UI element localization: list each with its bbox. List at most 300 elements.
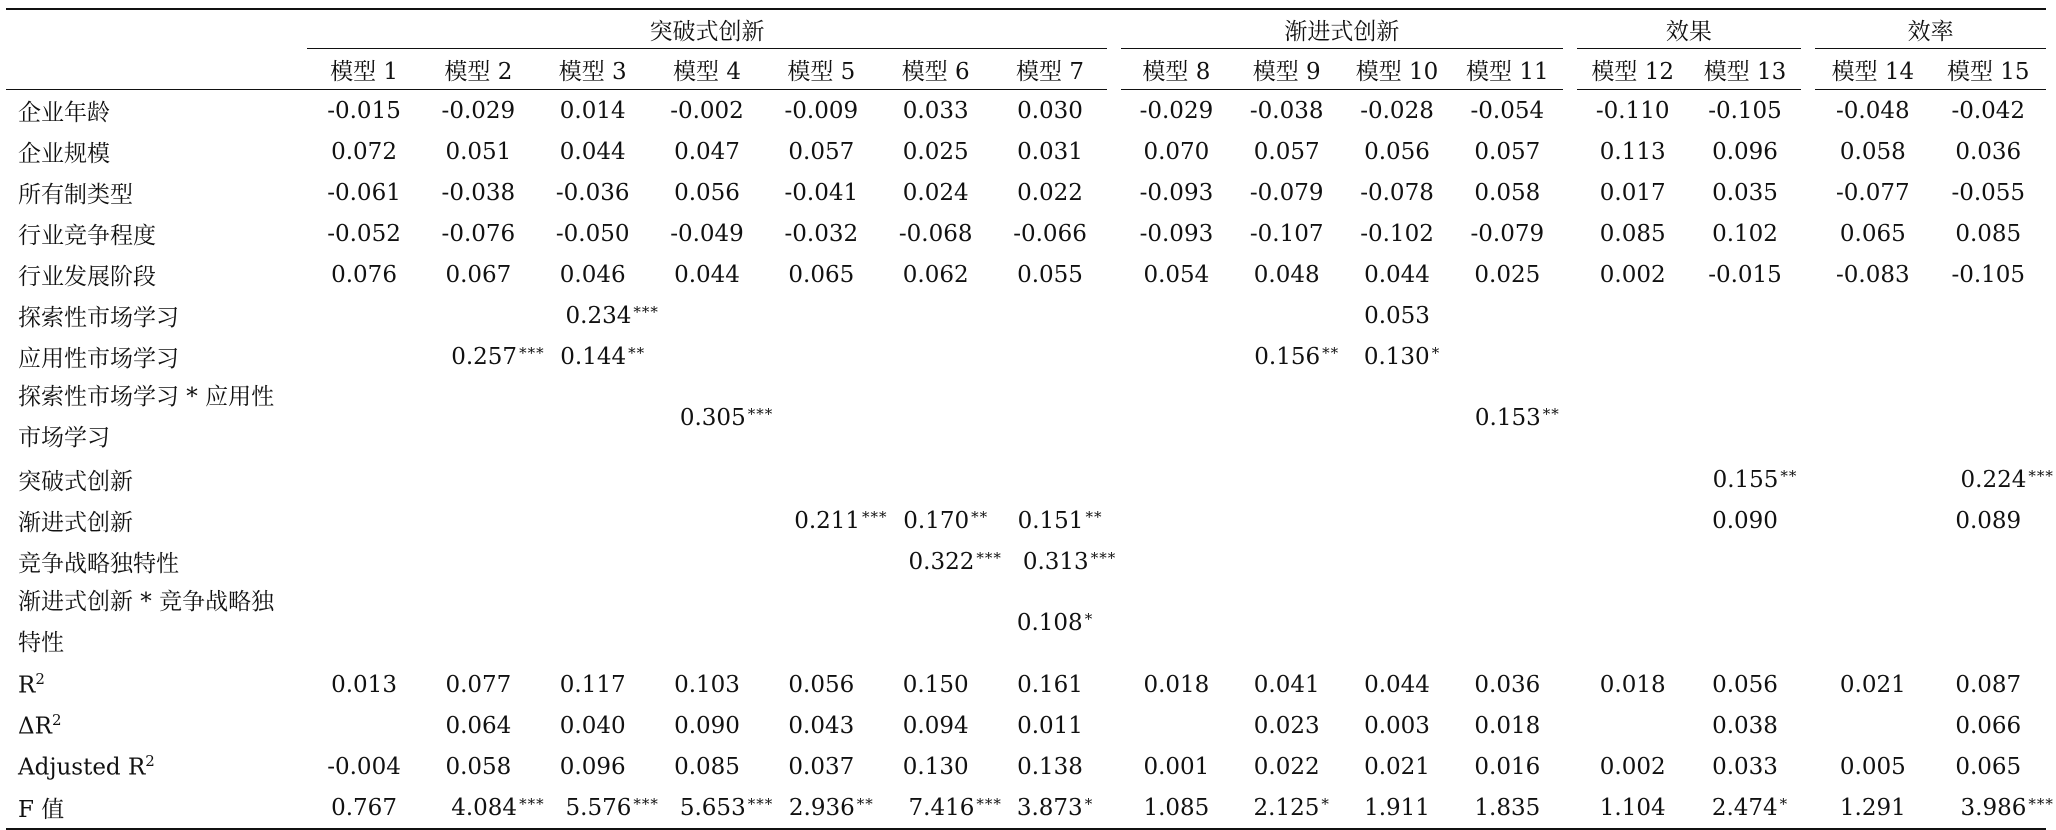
model-header-8: 模型 8 — [1121, 49, 1231, 90]
table-cell — [1452, 746, 1562, 787]
table-cell — [879, 295, 993, 336]
row-label-text: 所有制类型 — [18, 182, 133, 208]
cell-value: 0.021 — [1839, 671, 1906, 698]
table-row — [6, 172, 2046, 213]
row-label — [6, 254, 307, 295]
cell-value: -0.004 — [327, 753, 401, 780]
cell-value-wrap — [1955, 139, 2021, 165]
table-cell — [993, 459, 1107, 500]
model-header-15: 模型 15 — [1931, 49, 2046, 90]
gap-cell — [1801, 90, 1815, 132]
table-cell — [1121, 746, 1231, 787]
cell-value-wrap — [1254, 262, 1320, 288]
cell-value-wrap — [1712, 795, 1788, 821]
table-cell — [1232, 787, 1342, 829]
cell-value: -0.052 — [327, 220, 401, 247]
cell-value: 0.036 — [1474, 671, 1541, 698]
cell-value-wrap — [903, 713, 969, 739]
table-cell — [1121, 582, 1231, 664]
cell-value: 2.936 — [788, 794, 855, 821]
cell-value-wrap — [1712, 508, 1778, 534]
cell-value-wrap — [674, 754, 740, 780]
row-label — [6, 582, 307, 664]
table-cell — [1452, 377, 1562, 459]
cell-value-wrap — [1023, 549, 1116, 575]
table-cell — [1577, 664, 1689, 705]
cell-value: 0.025 — [902, 138, 969, 165]
table-cell — [993, 90, 1107, 132]
row-label — [6, 705, 307, 746]
table-cell — [1452, 582, 1562, 664]
cell-value-wrap — [1836, 98, 1910, 124]
table-cell — [764, 131, 878, 172]
table-cell — [1452, 254, 1562, 295]
gap-cell — [1563, 254, 1577, 295]
table-cell — [764, 254, 878, 295]
cell-value: 0.305 — [679, 405, 746, 431]
cell-value-wrap — [903, 754, 969, 780]
model-header-11: 模型 11 — [1452, 49, 1562, 90]
cell-value-wrap — [1364, 344, 1440, 370]
cell-value: 0.038 — [1712, 712, 1778, 739]
gap-cell — [1107, 213, 1121, 254]
row-label-superscript: 2 — [51, 711, 62, 730]
table-cell — [1931, 295, 2046, 336]
cell-value: 0.234 — [565, 302, 632, 329]
gap-cell — [1563, 582, 1577, 664]
table-cell — [421, 459, 535, 500]
significance-stars: * — [1431, 343, 1441, 362]
gap-cell — [1801, 664, 1815, 705]
cell-value-wrap — [1364, 262, 1430, 288]
cell-value: 0.113 — [1599, 138, 1666, 165]
cell-value-wrap — [1955, 221, 2021, 247]
table-cell — [1689, 705, 1801, 746]
significance-stars: * — [1084, 610, 1094, 628]
cell-value: -0.015 — [1708, 261, 1782, 288]
table-cell — [993, 213, 1107, 254]
table-cell — [1577, 172, 1689, 213]
model-header-1: 模型 1 — [307, 49, 421, 90]
cell-value: -0.048 — [1836, 97, 1910, 124]
cell-value-wrap — [909, 795, 1002, 821]
cell-value: 0.211 — [794, 507, 861, 534]
table-cell — [1577, 90, 1689, 132]
row-label — [6, 172, 307, 213]
cell-value-wrap — [1951, 262, 2025, 288]
table-cell — [1577, 336, 1689, 377]
cell-value: 0.076 — [331, 261, 397, 288]
table-cell — [307, 787, 421, 829]
table-cell — [993, 336, 1107, 377]
cell-value-wrap — [1254, 672, 1320, 698]
cell-value-wrap — [670, 221, 744, 247]
table-cell — [1577, 541, 1689, 582]
cell-value-wrap — [1474, 713, 1540, 739]
significance-stars: ** — [1322, 343, 1340, 362]
cell-value: 0.044 — [1364, 671, 1430, 698]
cell-value: -0.015 — [327, 97, 401, 124]
cell-value: 0.151 — [1017, 507, 1084, 534]
table-cell — [1121, 377, 1231, 459]
table-cell — [1931, 582, 2046, 664]
cell-value: 0.017 — [1599, 179, 1666, 206]
model-header-13: 模型 13 — [1689, 49, 1801, 90]
cell-value-wrap — [1143, 754, 1209, 780]
table-cell — [1121, 295, 1231, 336]
row-label-text: 探索性市场学习 — [18, 305, 179, 331]
table-cell — [1232, 582, 1342, 664]
cell-value: 0.085 — [674, 753, 740, 780]
cell-value-wrap — [1017, 98, 1083, 124]
cell-value-wrap — [1474, 139, 1540, 165]
gap-cell — [1563, 213, 1577, 254]
row-label-text: 企业年龄 — [18, 100, 110, 126]
table-cell — [1452, 787, 1562, 829]
table-cell — [421, 582, 535, 664]
cell-value: 0.103 — [674, 671, 740, 698]
cell-value-wrap — [1708, 98, 1782, 124]
table-cell — [1815, 746, 1930, 787]
cell-value-wrap — [331, 262, 397, 288]
table-cell — [1342, 213, 1452, 254]
cell-value-wrap — [1364, 672, 1430, 698]
cell-value-wrap — [1013, 221, 1087, 247]
cell-value-wrap — [560, 139, 626, 165]
table-cell — [307, 254, 421, 295]
table-cell — [650, 254, 764, 295]
cell-value-wrap — [1140, 180, 1214, 206]
cell-value: -0.076 — [441, 220, 516, 247]
cell-value-wrap — [445, 262, 511, 288]
gap-cell — [1801, 787, 1815, 829]
gap-cell — [1107, 336, 1121, 377]
table-cell — [307, 131, 421, 172]
table-cell — [993, 172, 1107, 213]
cell-value-wrap — [1360, 180, 1434, 206]
regression-table — [6, 8, 2054, 830]
cell-value-wrap — [903, 180, 969, 206]
gap-cell — [1563, 746, 1577, 787]
table-cell — [1689, 582, 1801, 664]
table-cell — [1577, 787, 1689, 829]
cell-value: -0.068 — [898, 220, 973, 247]
table-cell — [993, 787, 1107, 829]
table-cell — [650, 459, 764, 500]
table-cell — [1577, 582, 1689, 664]
cell-value-wrap — [789, 795, 874, 821]
cell-value-wrap — [442, 180, 516, 206]
table-row — [6, 336, 2046, 377]
cell-value: 0.044 — [1364, 261, 1430, 288]
table-cell — [1232, 172, 1342, 213]
table-row — [6, 582, 2046, 664]
cell-value: 0.257 — [451, 343, 518, 370]
cell-value-wrap — [1017, 713, 1083, 739]
row-label — [6, 336, 307, 377]
cell-value: 0.767 — [331, 794, 397, 821]
cell-value: 0.018 — [1143, 671, 1210, 698]
table-cell — [650, 787, 774, 829]
table-cell — [421, 500, 535, 541]
cell-value: 0.096 — [559, 753, 626, 780]
table-cell — [1931, 664, 2046, 705]
table-cell — [879, 213, 993, 254]
table-cell — [1815, 90, 1930, 132]
cell-value-wrap — [1712, 754, 1778, 780]
cell-value: -0.028 — [1360, 97, 1434, 124]
cell-value-wrap — [1600, 672, 1666, 698]
cell-value: 0.130 — [902, 753, 969, 780]
table-cell — [536, 131, 650, 172]
cell-value-wrap — [1712, 221, 1778, 247]
cell-value-wrap — [560, 713, 626, 739]
row-label-text: 渐进式创新 * 竞争战略独 — [18, 589, 275, 615]
table-cell — [650, 90, 764, 132]
cell-value-wrap — [1475, 405, 1560, 431]
table-cell — [536, 90, 650, 132]
table-cell — [536, 787, 659, 829]
table-cell — [1452, 459, 1562, 500]
table-cell — [993, 500, 1107, 541]
table-cell — [879, 582, 993, 664]
cell-value-wrap — [903, 508, 988, 534]
table-cell — [1452, 295, 1562, 336]
row-label-continuation: 市场学习 — [18, 425, 110, 451]
table-cell — [307, 336, 421, 377]
table-cell — [536, 295, 659, 336]
table-cell — [1342, 500, 1452, 541]
table-cell — [1232, 705, 1342, 746]
table-cell — [993, 705, 1107, 746]
cell-value: 0.056 — [674, 179, 740, 206]
table-cell — [1121, 336, 1231, 377]
significance-stars: *** — [519, 343, 545, 362]
cell-value-wrap — [1840, 139, 1906, 165]
cell-value-wrap — [1254, 795, 1330, 821]
cell-value-wrap — [1140, 221, 1214, 247]
table-cell — [879, 787, 1002, 829]
cell-value-wrap — [1955, 713, 2021, 739]
table-cell — [764, 705, 878, 746]
cell-value: 0.065 — [788, 261, 855, 288]
gap-cell — [1801, 582, 1815, 664]
cell-value-wrap — [1951, 180, 2025, 206]
table-cell — [1577, 295, 1689, 336]
table-cell — [421, 295, 535, 336]
cell-value-wrap — [903, 139, 969, 165]
cell-value-wrap — [1471, 221, 1545, 247]
cell-value-wrap — [909, 549, 1002, 575]
cell-value-wrap — [1017, 610, 1093, 636]
model-header-2: 模型 2 — [421, 49, 535, 90]
table-cell — [1232, 336, 1342, 377]
table-cell — [1342, 787, 1452, 829]
table-cell — [1232, 254, 1342, 295]
cell-value: 0.089 — [1955, 507, 2022, 534]
cell-value-wrap — [1474, 672, 1540, 698]
table-cell — [1577, 746, 1689, 787]
table-cell — [536, 336, 650, 377]
table-cell — [1232, 377, 1342, 459]
cell-value-wrap — [794, 508, 887, 534]
table-cell — [1931, 459, 2054, 500]
gap-cell — [1801, 254, 1815, 295]
gap-cell — [1801, 131, 1815, 172]
cell-value: 0.054 — [1143, 261, 1210, 288]
table-cell — [307, 746, 421, 787]
table-cell — [1342, 90, 1452, 132]
cell-value: 4.084 — [451, 794, 518, 821]
gap-cell — [1107, 459, 1121, 500]
table-cell — [421, 746, 535, 787]
significance-stars: *** — [747, 794, 774, 813]
table-cell — [764, 90, 878, 132]
cell-value-wrap — [331, 672, 397, 698]
cell-value: 0.117 — [559, 671, 626, 698]
table-cell — [1689, 254, 1801, 295]
cell-value-wrap — [560, 262, 626, 288]
cell-value-wrap — [1364, 795, 1430, 821]
gap-cell — [1107, 172, 1121, 213]
cell-value: 0.046 — [559, 261, 626, 288]
gap-cell — [1801, 295, 1815, 336]
table-cell — [1342, 377, 1452, 459]
table-cell — [1931, 746, 2046, 787]
table-cell — [1931, 336, 2046, 377]
table-cell — [1689, 377, 1801, 459]
gap-cell — [1801, 746, 1815, 787]
cell-value: 0.023 — [1253, 712, 1320, 739]
cell-value-wrap — [1364, 303, 1430, 329]
cell-value: 0.055 — [1017, 261, 1083, 288]
significance-stars: ** — [1780, 466, 1798, 485]
model-header-14: 模型 14 — [1815, 49, 1930, 90]
cell-value: 0.057 — [788, 138, 855, 165]
cell-value-wrap — [1955, 508, 2021, 534]
row-label-text: 行业竞争程度 — [18, 223, 156, 249]
table-cell — [1232, 90, 1342, 132]
table-cell — [1121, 131, 1231, 172]
table-cell — [1121, 254, 1231, 295]
table-cell — [1815, 664, 1930, 705]
cell-value-wrap — [674, 180, 740, 206]
cell-value-wrap — [785, 98, 859, 124]
cell-value-wrap — [556, 221, 630, 247]
table-cell — [879, 459, 993, 500]
table-cell — [764, 377, 878, 459]
table-cell — [1931, 500, 2046, 541]
cell-value-wrap — [445, 713, 511, 739]
row-label-superscript: 2 — [145, 752, 155, 771]
cell-value: 0.003 — [1364, 712, 1430, 739]
model-header-row — [6, 49, 2046, 90]
cell-value-wrap — [566, 795, 659, 821]
cell-value-wrap — [327, 98, 401, 124]
table-cell — [1232, 459, 1342, 500]
cell-value: 0.013 — [331, 671, 397, 698]
cell-value: 7.416 — [908, 794, 975, 821]
cell-value: 0.070 — [1143, 138, 1210, 165]
cell-value-wrap — [566, 303, 659, 329]
table-cell — [1342, 541, 1452, 582]
table-cell — [650, 336, 764, 377]
table-cell — [879, 500, 993, 541]
table-cell — [1931, 377, 2046, 459]
cell-value: 0.170 — [903, 507, 970, 534]
cell-value: 0.018 — [1599, 671, 1666, 698]
table-cell — [764, 746, 878, 787]
cell-value-wrap — [331, 139, 397, 165]
table-cell — [536, 459, 650, 500]
gap-cell — [1563, 295, 1577, 336]
table-cell — [1577, 213, 1689, 254]
cell-value-wrap — [1840, 795, 1906, 821]
cell-value-wrap — [788, 672, 854, 698]
row-label — [6, 459, 307, 500]
significance-stars: ** — [628, 343, 646, 362]
cell-value: 0.035 — [1712, 179, 1778, 206]
table-cell — [1577, 131, 1689, 172]
cell-value: -0.029 — [441, 97, 516, 124]
table-cell — [1815, 582, 1930, 664]
table-cell — [536, 254, 650, 295]
row-label-text: 竞争战略独特性 — [18, 551, 179, 577]
cell-value: -0.083 — [1836, 261, 1910, 288]
cell-value: 1.911 — [1364, 794, 1430, 821]
cell-value: 0.313 — [1022, 548, 1089, 575]
gap-cell — [1107, 746, 1121, 787]
cell-value: -0.041 — [784, 179, 859, 206]
gap-cell — [1563, 500, 1577, 541]
cell-value-wrap — [1474, 795, 1540, 821]
table-cell — [1931, 254, 2046, 295]
table-cell — [1342, 295, 1452, 336]
cell-value-wrap — [1017, 262, 1083, 288]
table-cell — [1577, 500, 1689, 541]
cell-value: -0.093 — [1139, 220, 1214, 247]
cell-value: -0.002 — [670, 97, 744, 124]
group-gap — [1801, 9, 1815, 49]
cell-value-wrap — [1018, 508, 1103, 534]
cell-value: 0.036 — [1955, 138, 2022, 165]
significance-stars: * — [1321, 794, 1330, 813]
table-cell — [536, 500, 650, 541]
cell-value-wrap — [1360, 98, 1434, 124]
cell-value: 5.653 — [679, 794, 746, 821]
row-label — [6, 90, 307, 132]
cell-value: 0.044 — [674, 261, 740, 288]
cell-value: 0.022 — [1253, 753, 1320, 780]
corner-cell — [6, 9, 307, 49]
cell-value-wrap — [1143, 262, 1209, 288]
table-cell — [993, 254, 1107, 295]
cell-value-wrap — [451, 344, 544, 370]
table-cell — [1577, 459, 1689, 500]
row-label — [6, 787, 307, 829]
cell-value-wrap — [674, 672, 740, 698]
cell-value-wrap — [1250, 98, 1324, 124]
table-cell — [1452, 131, 1562, 172]
table-cell — [1452, 664, 1562, 705]
regression-table-container — [6, 8, 2054, 830]
table-cell — [421, 172, 535, 213]
cell-value: 0.090 — [674, 712, 740, 739]
cell-value: 0.057 — [1253, 138, 1320, 165]
row-label-text: 探索性市场学习 * 应用性 — [18, 384, 275, 410]
table-cell — [1232, 131, 1342, 172]
row-label-text: F 值 — [18, 797, 65, 823]
